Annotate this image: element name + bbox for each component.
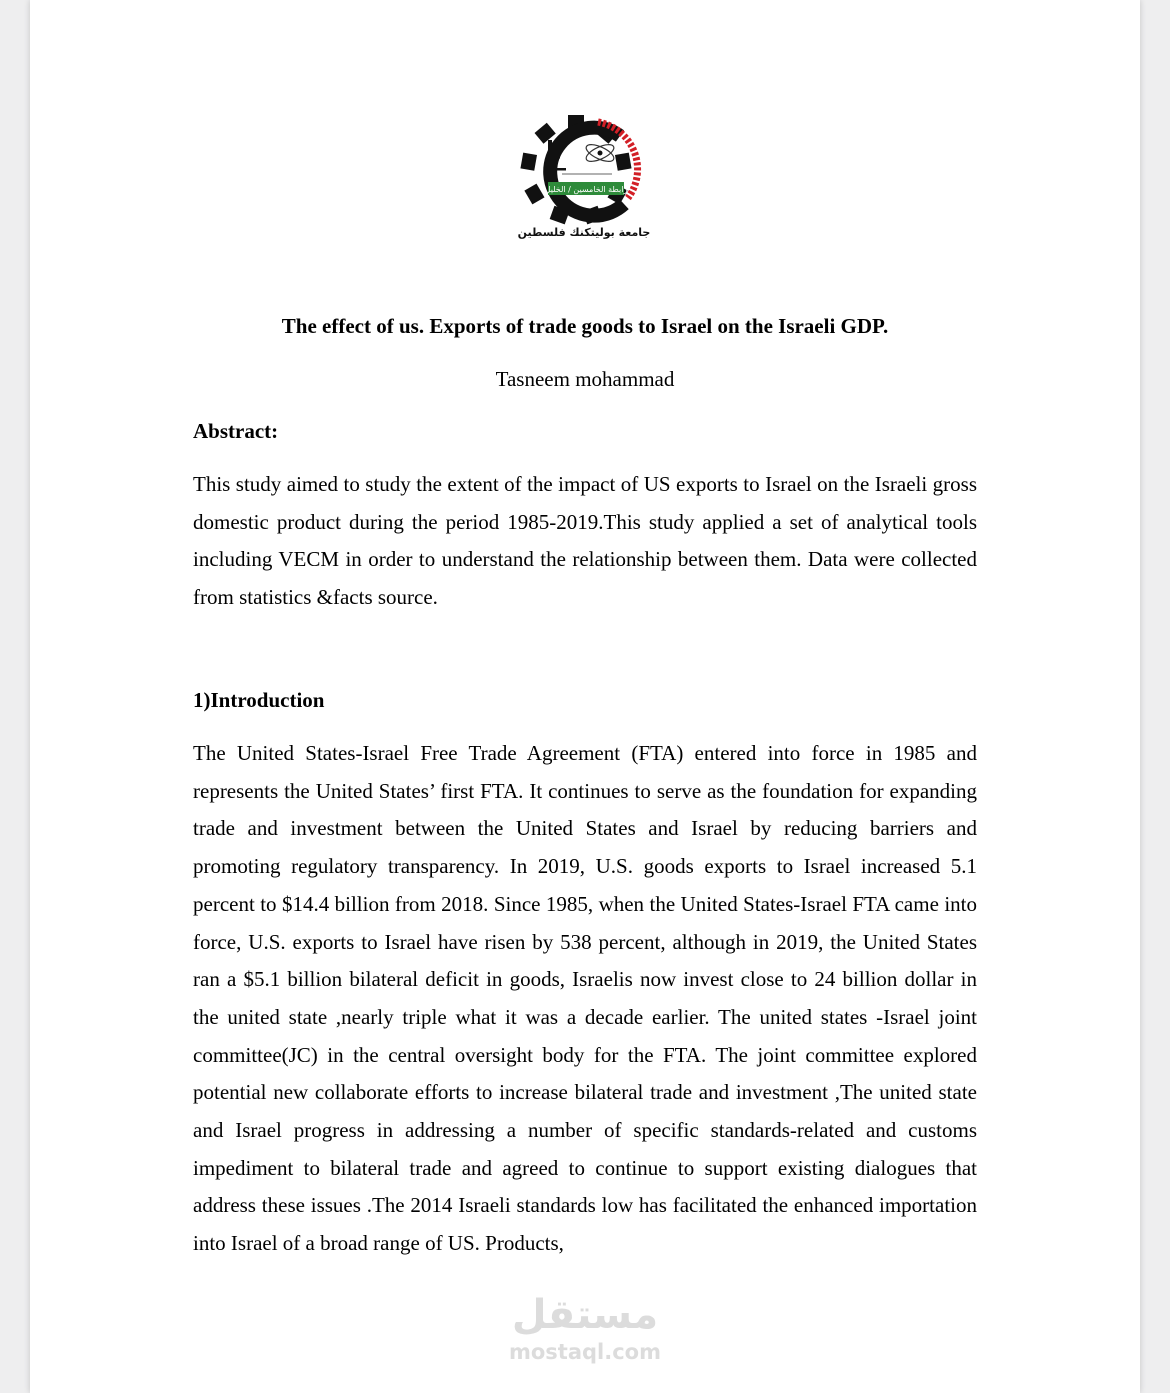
watermark-arabic: مستقل xyxy=(511,1292,659,1338)
document-title: The effect of us. Exports of trade goods to Israel on the Israeli GDP. xyxy=(281,314,889,338)
watermark-latin: mostaql.com xyxy=(509,1340,661,1364)
logo-caption: جامعة بوليتكنك فلسطين xyxy=(517,226,651,239)
gear-logo-icon xyxy=(500,108,670,244)
university-logo xyxy=(500,108,670,244)
introduction-paragraph: The United States-Israel Free Trade Agreement (FTA) entered into force in 1985 and represents the United States’ first FTA. It continues to serve as the foundation for expanding trade and investment between the United States and Israel by reducing barriers and promoting regulatory transparency. In 2019, U.S. goods exports to Israel increased 5.1 percent to $14.4 billion from 2018. Since 1985, when the United States-Israel FTA came into force, U.S. exports to Israel have risen by 538 percent, although in 2019, the United States ran a $5.1 billion bilateral deficit in goods, Israelis now invest close to 24 billion dollar in the united state ,nearly triple what it was a decade earlier. The united states -Israel joint committee(JC) in the central oversight body for the FTA. The joint committee explored potential new collaborate efforts to increase bilateral trade and investment ,The united state and Israel progress in addressing a number of specific standards-related and customs impediment to bilateral trade and agreed to continue to support existing dialogues that address these issues .The 2014 Israeli standards low has facilitated the enhanced importation into Israel of a broad range of US. Products, xyxy=(193,741,977,1256)
author-name: Tasneem mohammad xyxy=(495,367,675,391)
introduction-heading: 1)Introduction xyxy=(193,688,325,712)
abstract-paragraph: This study aimed to study the extent of the impact of US exports to Israel on the Israeli gross domestic product during the period 1985-2019.This study applied a set of analytical tools including VECM in order to understand the relationship between them. Data were collected from statistics &facts source. xyxy=(193,472,977,610)
logo-banner-text: رابطة الخامسين / الخليل xyxy=(544,185,628,194)
abstract-heading: Abstract: xyxy=(193,419,279,443)
mostaql-watermark xyxy=(505,1290,665,1364)
document-page xyxy=(30,0,1140,1393)
